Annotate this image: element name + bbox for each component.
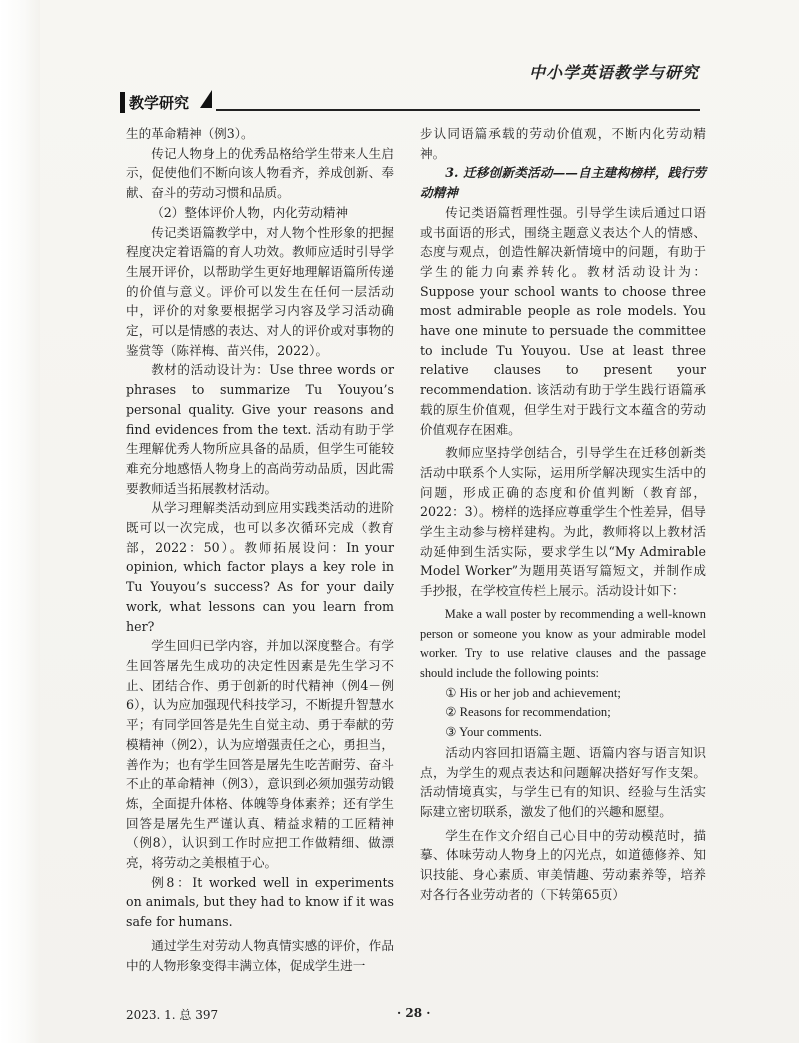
section-header xyxy=(120,88,700,118)
left-column xyxy=(126,124,394,975)
paragraph: 学生在作文介绍自己心目中的劳动模范时，描摹、体味劳动人物身上的闪光点，如道德修养、知识技能、身心素质、审美情趣、劳动素养等，培养对各行各业劳动者的（下转第65页） xyxy=(420,827,706,902)
activity-point: ① His or her job and achievement; xyxy=(445,685,621,700)
paragraph: 传记类语篇哲理性强。引导学生读后通过口语或书面语的形式，围绕主题意义表达个人的情感、态度与观点，创造性解决新情境中的问题，有助于学生的能力向素养转化。教材活动设计为：Suppose your school wants to choose three most admirable people as role models. You have one minute to persuade the committee to include Tu Youyou. Use at least three relative clauses to present your recommendation. 该活动有助于学生践行语篇承载的原生价值观，但学生对于践行文本蕴含的劳动价值观存在困难。 xyxy=(420,204,706,437)
activity-instruction: Make a wall poster by recommending a well-known person or someone you know as your admirable model worker. Try to use relative clauses and the passage should include the following points: xyxy=(420,606,706,680)
paragraph: 生的革命精神（例3）。 xyxy=(126,126,254,141)
paragraph: 教材的活动设计为：Use three words or phrases to summarize Tu Youyou’s personal quality. Give your reasons and find evidences from the text. 活动有助于学生理解优秀人物所应具备的品质，但学生可能较难充分地感悟人物身上的高尚劳动品质，因此需要教师适当拓展教材活动。 xyxy=(126,362,394,496)
section-label: 教学研究 xyxy=(120,92,189,113)
right-column xyxy=(420,124,706,904)
activity-point: ② Reasons for recommendation; xyxy=(445,705,611,720)
paragraph: 活动内容回扣语篇主题、语篇内容与语言知识点，为学生的观点表达和问题解决搭好写作支架。活动情境真实，与学生已有的知识、经验与生活实际建立密切联系，激发了他们的兴趣和愿望。 xyxy=(420,744,706,819)
journal-title: 中小学英语教学与研究 xyxy=(528,63,699,82)
page-spine-shadow xyxy=(0,0,40,1043)
paragraph: 步认同语篇承载的劳动价值观，不断内化劳动精神。 xyxy=(420,126,706,161)
header-rule xyxy=(216,109,700,111)
section-corner-mark xyxy=(200,90,212,108)
subheading: （2）整体评价人物，内化劳动精神 xyxy=(151,204,349,220)
page-number: · 28 · xyxy=(397,1006,431,1020)
paragraph: 传记人物身上的优秀品格给学生带来人生启示，促使他们不断向该人物看齐，养成创新、奉献、奋斗的劳动习惯和品质。 xyxy=(126,145,394,201)
paragraph: 通过学生对劳动人物真情实感的评价，作品中的人物形象变得丰满立体，促成学生进一 xyxy=(126,937,394,973)
subheading: 3. 迁移创新类活动——自主建构榜样，践行劳动精神 xyxy=(420,165,706,201)
example-sentence: 例8：It worked well in experiments on animals, but they had to know if it was safe for humans. xyxy=(126,874,394,930)
activity-point: ③ Your comments. xyxy=(445,725,542,740)
paragraph: 教师应坚持学创结合，引导学生在迁移创新类活动中联系个人实际，运用所学解决现实生活中的问题，形成正确的态度和价值判断（教育部，2022：3）。榜样的选择应尊重学生个性差异，倡导学生主动参与榜样建构。为此，教师将以上教材活动延伸到生活实际，要求学生以“My Admirable Model Worker”为题用英语写篇短文，并制作成手抄报，在学校宣传栏上展示。活动设计如下： xyxy=(420,445,706,599)
paragraph: 传记类语篇教学中，对人物个性形象的把握程度决定着语篇的育人功效。教师应适时引导学生展开评价，以帮助学生更好地理解语篇所传递的价值与意义。评价可以发生在任何一层活动中，评价的对象要根据学习内容及学习活动确定，可以是情感的表达、对人的评价或对事物的鉴赏等（陈祥梅、苗兴伟，2022）。 xyxy=(126,224,394,358)
issue-number: 2023. 1. 总 397 xyxy=(126,1008,219,1022)
paragraph: 学生回归已学内容，并加以深度整合。有学生回答屠先生成功的决定性因素是先生学习不止、团结合作、勇于创新的时代精神（例4－例6），认为应加强现代科技学习，不断提升智慧水平；有同学回答是先生自觉主动、勇于奉献的劳模精神（例2），认为应增强责任之心，勇担当，善作为；也有学生回答是屠先生吃苦耐劳、奋斗不止的革命精神（例3），意识到必须加强劳动锻炼，全面提升体格、体魄等身体素养；还有学生回答是屠先生严谨认真、精益求精的工匠精神（例8），认识到工作时应把工作做精细、做漂亮，将劳动之美根植于心。 xyxy=(126,638,394,871)
paragraph: 从学习理解类活动到应用实践类活动的进阶既可以一次完成，也可以多次循环完成（教育部，2022：50）。教师拓展设问：In your opinion, which factor plays a key role in Tu Youyou’s success? As for your daily work, what lessons can you learn from her? xyxy=(126,500,394,634)
